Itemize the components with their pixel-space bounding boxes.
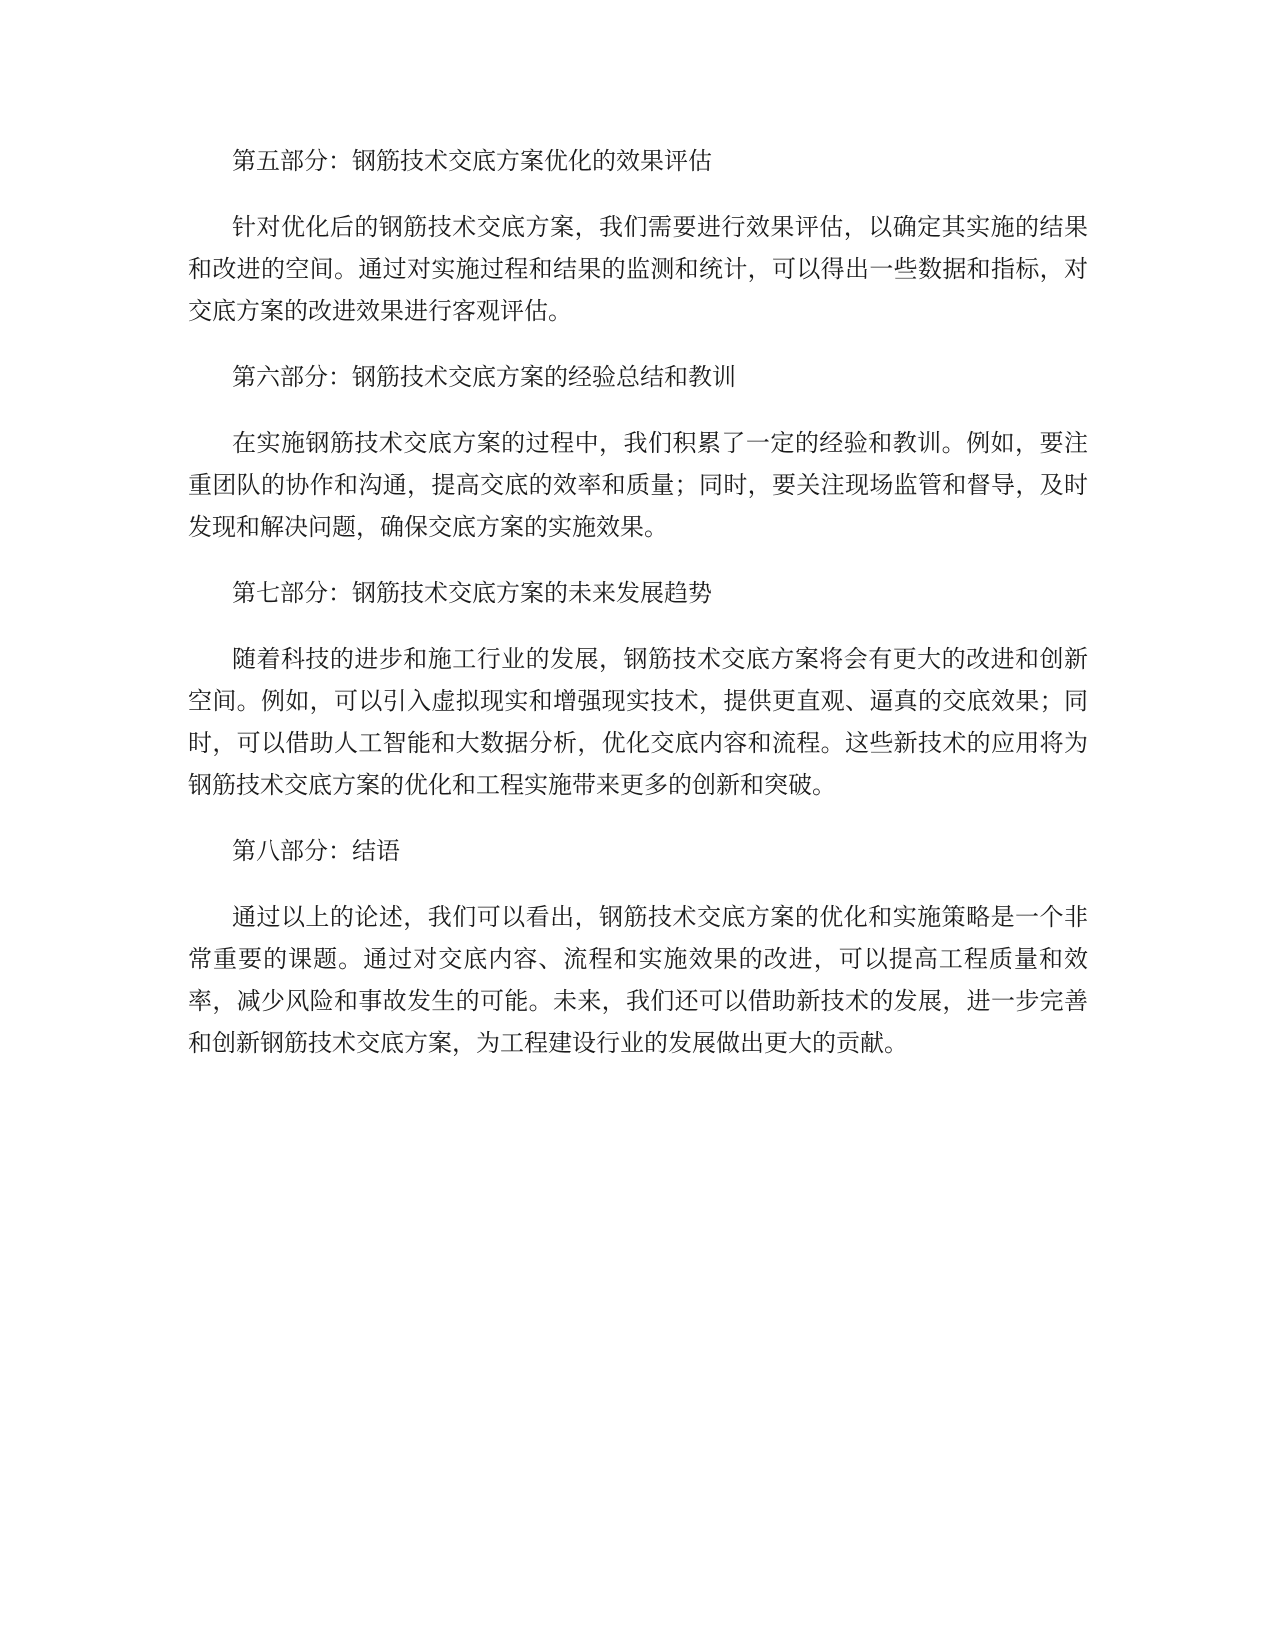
section-heading-5: 第五部分：钢筋技术交底方案优化的效果评估 (232, 147, 712, 175)
document-body (188, 140, 1088, 1088)
section-body-6: 在实施钢筋技术交底方案的过程中，我们积累了一定的经验和教训。例如，要注重团队的协作和沟通，提高交底的效率和质量；同时，要关注现场监管和督导，及时发现和解决问题，确保交底方案的实施效果。 (188, 429, 1088, 541)
section-heading-6: 第六部分：钢筋技术交底方案的经验总结和教训 (232, 363, 736, 391)
section-heading-8: 第八部分：结语 (232, 837, 400, 865)
section-body-7: 随着科技的进步和施工行业的发展，钢筋技术交底方案将会有更大的改进和创新空间。例如，可以引入虚拟现实和增强现实技术，提供更直观、逼真的交底效果；同时，可以借助人工智能和大数据分析，优化交底内容和流程。这些新技术的应用将为钢筋技术交底方案的优化和工程实施带来更多的创新和突破。 (188, 645, 1088, 799)
section-body-5: 针对优化后的钢筋技术交底方案，我们需要进行效果评估，以确定其实施的结果和改进的空间。通过对实施过程和结果的监测和统计，可以得出一些数据和指标，对交底方案的改进效果进行客观评估。 (188, 213, 1088, 325)
section-heading-7: 第七部分：钢筋技术交底方案的未来发展趋势 (232, 579, 712, 607)
section-body-8: 通过以上的论述，我们可以看出，钢筋技术交底方案的优化和实施策略是一个非常重要的课题。通过对交底内容、流程和实施效果的改进，可以提高工程质量和效率，减少风险和事故发生的可能。未来，我们还可以借助新技术的发展，进一步完善和创新钢筋技术交底方案，为工程建设行业的发展做出更大的贡献。 (188, 903, 1088, 1057)
